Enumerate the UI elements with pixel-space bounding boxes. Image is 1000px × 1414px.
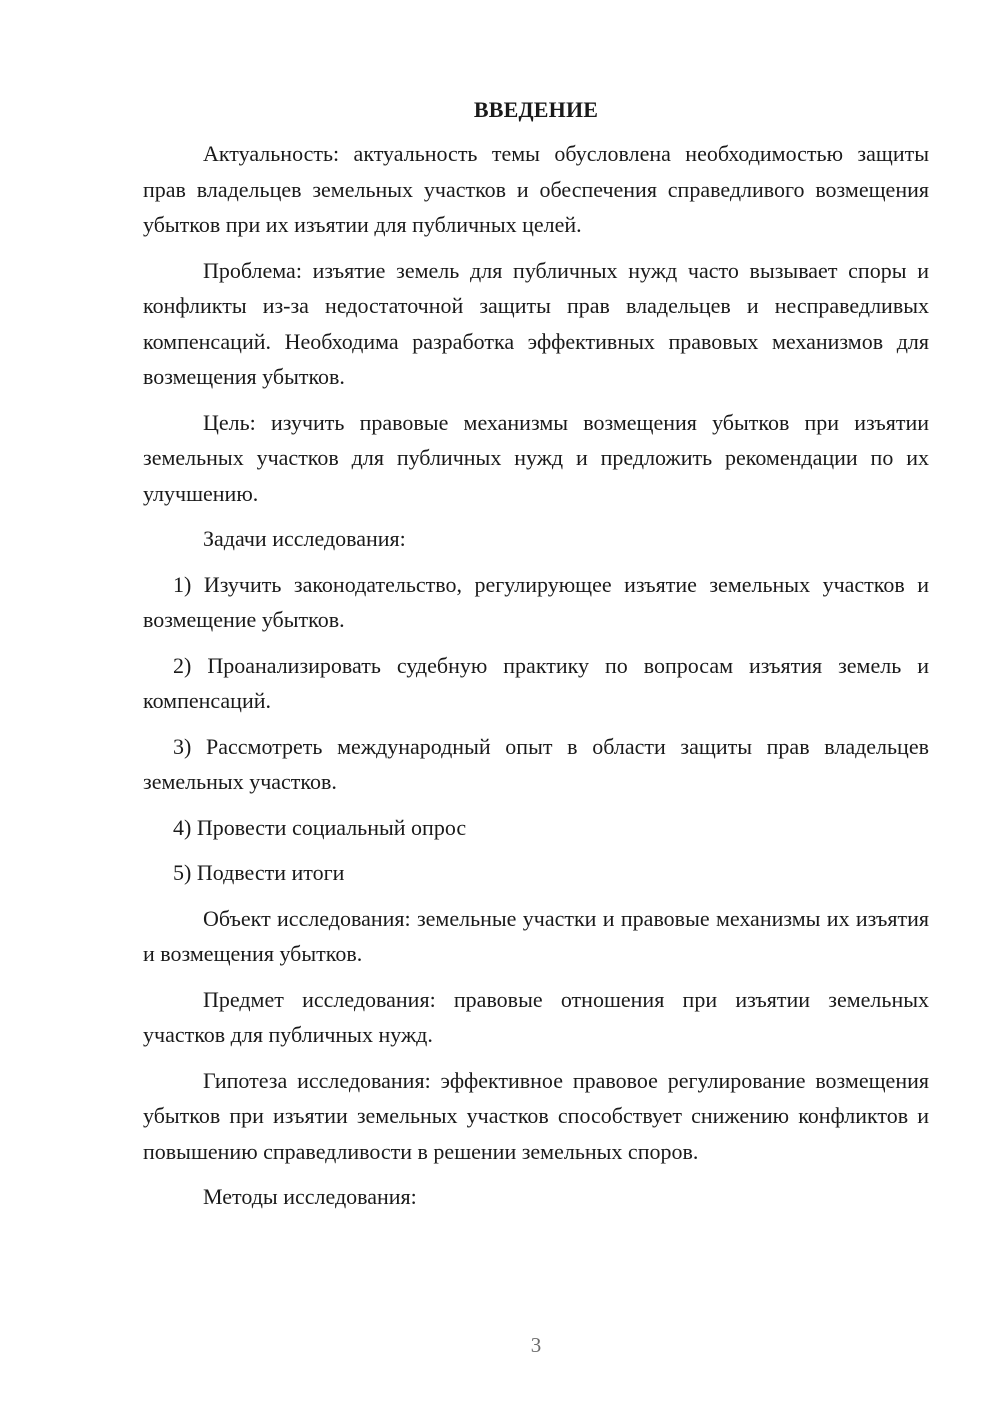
goal-paragraph: Цель: изучить правовые механизмы возмещения убытков при изъятии земельных участков для публичных нужд и предложить рекомендации по их улучшению.	[143, 409, 929, 506]
problem-paragraph: Проблема: изъятие земель для публичных нужд часто вызывает споры и конфликты из-за недостаточной защиты прав владельцев и несправедливых компенсаций. Необходима разработка эффективных правовых механизмов для возмещения убытков.	[143, 257, 929, 389]
tasks-heading: Задачи исследования:	[203, 526, 406, 551]
subject-paragraph: Предмет исследования: правовые отношения при изъятии земельных участков для публичных нужд.	[143, 986, 929, 1047]
page-number: 3	[530, 1333, 542, 1357]
document-page	[143, 92, 929, 1225]
methods-heading: Методы исследования:	[203, 1184, 417, 1209]
task-item-2: 2) Проанализировать судебную практику по вопросам изъятия земель и компенсаций.	[143, 652, 929, 713]
hypothesis-paragraph: Гипотеза исследования: эффективное правовое регулирование возмещения убытков при изъятии земельных участков способствует снижению конфликтов и повышению справедливости в решении земельных споров.	[143, 1067, 929, 1164]
task-item-3: 3) Рассмотреть международный опыт в области защиты прав владельцев земельных участков.	[143, 733, 929, 794]
relevance-paragraph: Актуальность: актуальность темы обусловлена необходимостью защиты прав владельцев земельных участков и обеспечения справедливого возмещения убытков при их изъятии для публичных целей.	[143, 141, 929, 237]
task-item-5: 5) Подвести итоги	[173, 860, 345, 885]
object-paragraph: Объект исследования: земельные участки и правовые механизмы их изъятия и возмещения убытков.	[143, 905, 929, 966]
task-item-4: 4) Провести социальный опрос	[173, 814, 467, 840]
task-item-1: 1) Изучить законодательство, регулирующее изъятие земельных участков и возмещение убытков.	[143, 571, 929, 632]
section-title: ВВЕДЕНИЕ	[473, 97, 599, 122]
